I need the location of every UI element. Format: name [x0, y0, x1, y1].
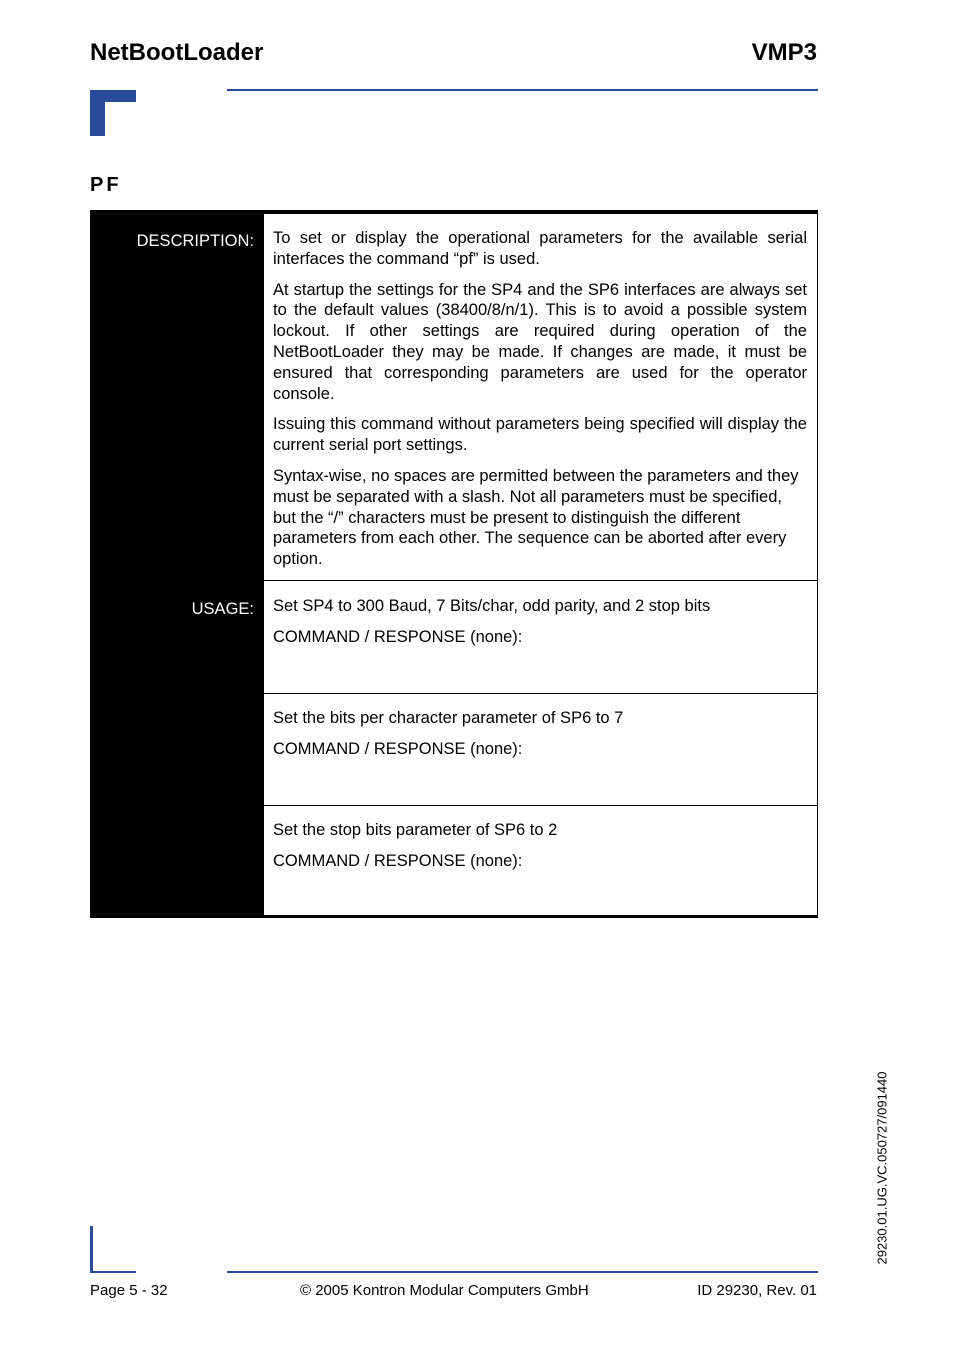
usage-label: USAGE:: [191, 600, 254, 618]
content-column: [264, 214, 818, 915]
command-response-label: COMMAND / RESPONSE (none):: [273, 851, 523, 870]
command-response-label: COMMAND / RESPONSE (none):: [273, 627, 523, 646]
usage-row: [264, 806, 817, 882]
description-cell: [264, 214, 817, 580]
usage-text: Set the bits per character parameter of SP6 to 7: [273, 709, 624, 727]
header-title: NetBootLoader: [90, 39, 264, 66]
corner-mark-bottom-vertical: [90, 1226, 93, 1273]
footer-rule: [227, 1271, 818, 1273]
header-product: VMP3: [751, 39, 817, 66]
usage-row: [264, 582, 817, 658]
corner-mark-top-vertical: [90, 90, 105, 136]
command-response-label: COMMAND / RESPONSE (none):: [273, 739, 523, 758]
description-paragraph: To set or display the operational parameters for the available serial interfaces the command “pf” is used.: [273, 229, 807, 268]
usage-row: [264, 694, 817, 770]
description-paragraph: At startup the settings for the SP4 and the SP6 interfaces are always set to the default values (38400/8/n/1). This is to avoid a possible system lockout. If other settings are required during operation of the NetBootLoader they may be made. If changes are made, it must be ensured that corresponding parameters are used for the operator console.: [273, 280, 807, 403]
document-id: ID 29230, Rev. 01: [697, 1282, 817, 1299]
label-column: [90, 214, 264, 915]
command-table: [90, 210, 818, 918]
description-paragraph: Issuing this command without parameters being specified will display the current serial port settings.: [273, 415, 807, 455]
document-side-id: 29230.01.UG.VC.050727/091440: [874, 1071, 890, 1265]
copyright: © 2005 Kontron Modular Computers GmbH: [300, 1282, 589, 1299]
page-number: Page 5 - 32: [90, 1282, 168, 1299]
description-label: DESCRIPTION:: [136, 232, 254, 250]
section-title: PF: [90, 174, 122, 196]
usage-text: Set SP4 to 300 Baud, 7 Bits/char, odd parity, and 2 stop bits: [273, 597, 711, 615]
corner-mark-bottom: [90, 1271, 136, 1273]
row-divider: [264, 580, 817, 581]
description-paragraph: Syntax-wise, no spaces are permitted between the parameters and they must be separated with a slash. Not all parameters must be specified, but the “/” characters must be present to distinguish the different parameters from each other. The sequence can be aborted after every option.: [273, 466, 799, 569]
header-rule: [227, 89, 818, 91]
usage-text: Set the stop bits parameter of SP6 to 2: [273, 821, 558, 839]
